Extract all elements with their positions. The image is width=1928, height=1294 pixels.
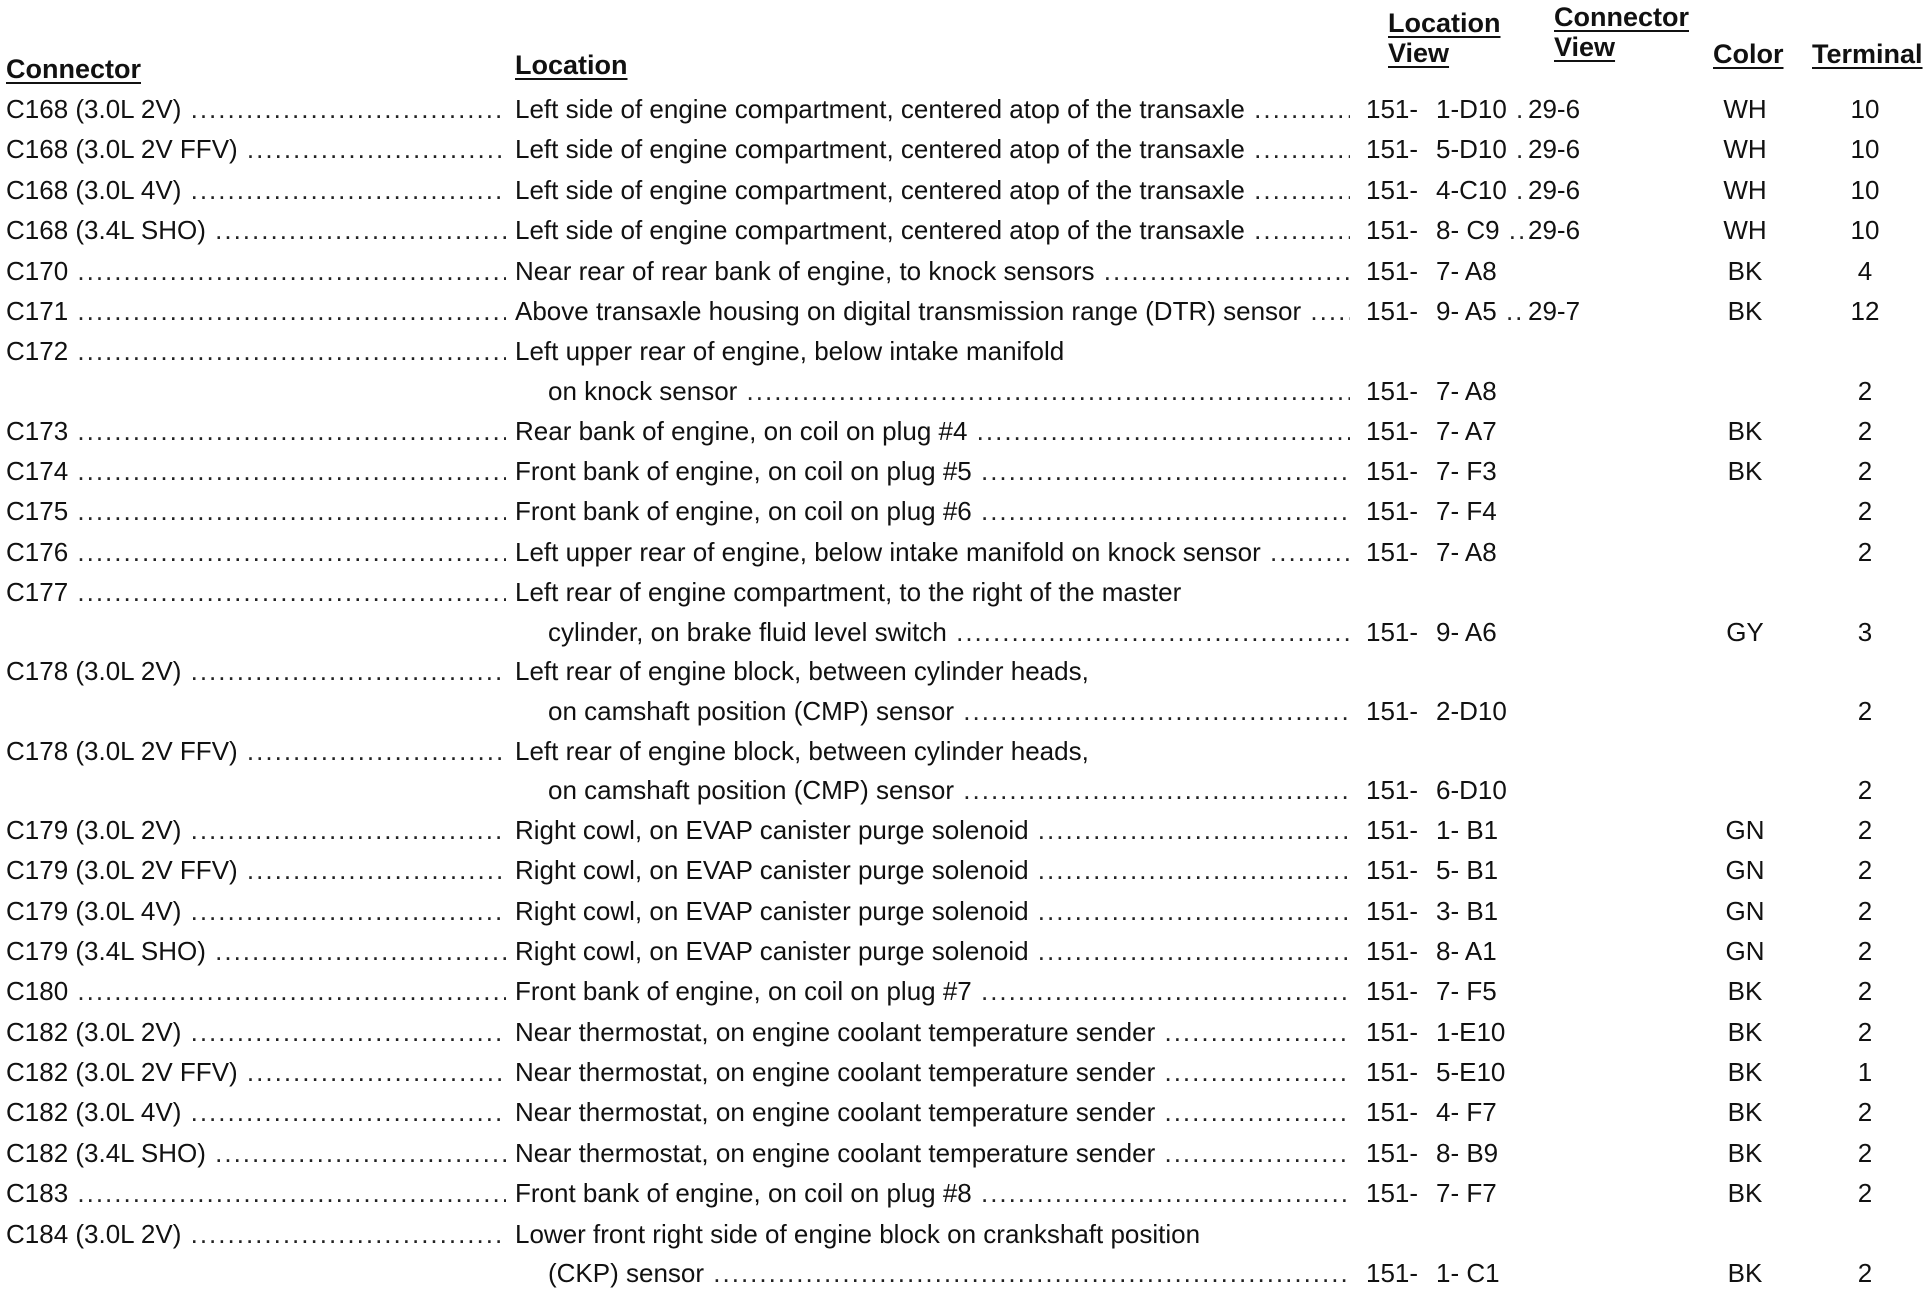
connector-id: C180 ..... [6, 972, 506, 1011]
table-row [0, 1215, 1928, 1294]
connector-id: C178 (3.0L 2V FFV) ..... [6, 732, 506, 771]
table-row [0, 412, 1928, 452]
table-row [0, 732, 1928, 811]
terminal-count: 2 [1857, 855, 1873, 886]
location-text: Near rear of rear bank of engine, to knock sensors ..... [515, 252, 1350, 291]
connector-id: C171 ..... [6, 292, 506, 331]
location-view-page: 151- [1366, 536, 1419, 567]
header-terminal: Terminal [1812, 39, 1923, 69]
location-view-cell: 8- C9 ..... [1436, 211, 1526, 250]
table-row [0, 1134, 1928, 1174]
wire-color: BK [1727, 1137, 1763, 1168]
location-view-page: 151- [1366, 895, 1419, 926]
location-view-page: 151- [1366, 174, 1419, 205]
wire-color: WH [1723, 134, 1767, 165]
table-row [0, 171, 1928, 211]
connector-id: C179 (3.0L 2V FFV) ..... [6, 851, 506, 890]
connector-id: C168 (3.0L 4V) ..... [6, 171, 506, 210]
location-text-continued: on knock sensor ..... [548, 372, 1350, 411]
location-view-cell: 5-D10 ..... [1436, 130, 1526, 169]
location-text: Right cowl, on EVAP canister purge solenoid ..... [515, 851, 1350, 890]
location-text: Front bank of engine, on coil on plug #5 ..... [515, 452, 1350, 491]
wire-color: BK [1727, 1178, 1763, 1209]
header-connector-view-line1: Connector [1554, 2, 1689, 32]
location-text-continued: cylinder, on brake fluid level switch ..... [548, 613, 1350, 652]
connector-id: C168 (3.0L 2V FFV) ..... [6, 130, 506, 169]
location-text: Left rear of engine block, between cylinder heads, [515, 656, 1089, 687]
wire-color: WH [1723, 94, 1767, 124]
location-view-cell: 7- A8 [1436, 375, 1497, 406]
header-connector-view [1554, 2, 1689, 62]
terminal-count: 2 [1857, 695, 1873, 726]
location-view-cell: 5- B1 [1436, 855, 1499, 886]
location-text-continued: on camshaft position (CMP) sensor ..... [548, 771, 1350, 810]
header-location-view-line1: Location [1388, 8, 1501, 38]
table-row [0, 533, 1928, 573]
table-row [0, 332, 1928, 411]
location-view-page: 151- [1366, 295, 1419, 326]
connector-id: C172 ..... [6, 332, 506, 371]
header-connector: Connector [6, 54, 141, 84]
terminal-count: 10 [1850, 174, 1880, 205]
location-view-cell: 7- F5 [1436, 976, 1497, 1007]
header-color: Color [1713, 39, 1784, 69]
connector-id: C179 (3.0L 4V) ..... [6, 892, 506, 931]
location-text: Right cowl, on EVAP canister purge solenoid ..... [515, 811, 1350, 850]
connector-id: C179 (3.4L SHO) ..... [6, 932, 506, 971]
terminal-count: 1 [1857, 1057, 1873, 1088]
connector-id: C168 (3.0L 2V) ..... [6, 90, 506, 129]
header-location-view [1388, 8, 1501, 68]
connector-id: C179 (3.0L 2V) ..... [6, 811, 506, 850]
location-view-page: 151- [1366, 855, 1419, 886]
location-text: Left rear of engine compartment, to the right of the master [515, 577, 1182, 608]
terminal-count: 2 [1857, 1137, 1873, 1168]
location-view-page: 151- [1366, 415, 1419, 446]
wire-color: BK [1727, 1016, 1763, 1047]
terminal-count: 2 [1857, 455, 1873, 486]
location-text-continued: (CKP) sensor ..... [548, 1254, 1350, 1293]
connector-id: C177 ..... [6, 573, 506, 612]
terminal-count: 2 [1857, 415, 1873, 446]
location-view-page: 151- [1366, 1137, 1419, 1168]
location-view-cell: 8- B9 [1436, 1137, 1499, 1168]
location-view-page: 151- [1366, 455, 1419, 486]
wire-color: BK [1727, 1258, 1763, 1289]
location-view-page: 151- [1366, 496, 1419, 527]
connector-id: C170 ..... [6, 252, 506, 291]
location-text-continued: on camshaft position (CMP) sensor ..... [548, 692, 1350, 731]
terminal-count: 4 [1857, 255, 1873, 286]
table-row [0, 972, 1928, 1012]
location-view-cell: 1- C1 [1436, 1258, 1500, 1289]
wire-color: BK [1727, 1097, 1763, 1128]
connector-view: 29-6 [1528, 94, 1581, 124]
table-row [0, 252, 1928, 292]
header-connector-view-line2: View [1554, 32, 1616, 62]
terminal-count: 2 [1857, 375, 1873, 406]
terminal-count: 2 [1857, 496, 1873, 527]
connector-id: C184 (3.0L 2V) ..... [6, 1215, 506, 1254]
table-row [0, 932, 1928, 972]
terminal-count: 10 [1850, 94, 1880, 124]
location-text: Rear bank of engine, on coil on plug #4 ..... [515, 412, 1350, 451]
location-view-page: 151- [1366, 1016, 1419, 1047]
location-text: Left rear of engine block, between cylinder heads, [515, 735, 1089, 766]
table-row [0, 892, 1928, 932]
location-view-cell: 6-D10 [1436, 775, 1507, 806]
location-view-page: 151- [1366, 976, 1419, 1007]
location-text: Left upper rear of engine, below intake manifold [515, 336, 1065, 367]
location-view-page: 151- [1366, 1258, 1419, 1289]
connector-id: C182 (3.0L 2V) ..... [6, 1013, 506, 1052]
terminal-count: 2 [1857, 775, 1873, 806]
terminal-count: 2 [1857, 536, 1873, 567]
table-row [0, 492, 1928, 532]
terminal-count: 2 [1857, 1258, 1873, 1289]
location-view-cell: 1-E10 [1436, 1016, 1506, 1047]
connector-id: C183 ..... [6, 1174, 506, 1213]
location-view-page: 151- [1366, 1057, 1419, 1088]
table-row [0, 452, 1928, 492]
terminal-count: 12 [1850, 295, 1880, 326]
location-view-cell: 8- A1 [1436, 935, 1497, 966]
terminal-count: 2 [1857, 976, 1873, 1007]
connector-view: 29-6 [1528, 134, 1581, 165]
wire-color: BK [1727, 455, 1763, 486]
connector-id: C175 ..... [6, 492, 506, 531]
location-text: Left upper rear of engine, below intake manifold on knock sensor ..... [515, 533, 1350, 572]
location-view-page: 151- [1366, 134, 1419, 165]
connector-id: C168 (3.4L SHO) ..... [6, 211, 506, 250]
connector-id: C173 ..... [6, 412, 506, 451]
location-view-page: 151- [1366, 1097, 1419, 1128]
location-text: Left side of engine compartment, centered atop of the transaxle ..... [515, 211, 1350, 250]
wire-color: GN [1725, 935, 1765, 966]
table-row [0, 1093, 1928, 1133]
terminal-count: 2 [1857, 1178, 1873, 1209]
terminal-count: 2 [1857, 1097, 1873, 1128]
terminal-count: 2 [1857, 895, 1873, 926]
location-view-page: 151- [1366, 814, 1419, 845]
wire-color: BK [1727, 415, 1763, 446]
table-row [0, 1013, 1928, 1053]
terminal-count: 10 [1850, 215, 1880, 246]
location-view-page: 151- [1366, 215, 1419, 246]
location-text: Front bank of engine, on coil on plug #7 ..... [515, 972, 1350, 1011]
location-view-page: 151- [1366, 695, 1419, 726]
location-view-cell: 1- B1 [1436, 814, 1499, 845]
terminal-count: 2 [1857, 814, 1873, 845]
wire-color: GN [1725, 855, 1765, 886]
location-view-cell: 2-D10 [1436, 695, 1507, 726]
location-text: Above transaxle housing on digital transmission range (DTR) sensor ..... [515, 292, 1350, 331]
connector-view: 29-6 [1528, 174, 1581, 205]
connector-id: C176 ..... [6, 533, 506, 572]
wire-color: GN [1725, 814, 1765, 845]
header-location: Location [515, 50, 628, 80]
location-view-cell: 5-E10 [1436, 1057, 1506, 1088]
table-row [0, 851, 1928, 891]
table-row [0, 652, 1928, 731]
location-text: Left side of engine compartment, centered atop of the transaxle ..... [515, 90, 1350, 129]
location-view-cell: 7- A7 [1436, 415, 1497, 446]
location-view-page: 151- [1366, 94, 1419, 124]
table-row [0, 1053, 1928, 1093]
location-view-cell: 7- F4 [1436, 496, 1497, 527]
connector-id: C182 (3.4L SHO) ..... [6, 1134, 506, 1173]
location-view-cell: 4-C10 ..... [1436, 171, 1526, 210]
wire-color: BK [1727, 1057, 1763, 1088]
location-view-page: 151- [1366, 616, 1419, 647]
location-view-cell: 9- A5 ..... [1436, 292, 1526, 331]
location-text: Right cowl, on EVAP canister purge solenoid ..... [515, 892, 1350, 931]
table-row [0, 90, 1928, 130]
location-view-page: 151- [1366, 775, 1419, 806]
connector-id: C182 (3.0L 2V FFV) ..... [6, 1053, 506, 1092]
location-view-cell: 7- F3 [1436, 455, 1497, 486]
wire-color: BK [1727, 295, 1763, 326]
location-text: Lower front right side of engine block on crankshaft position [515, 1218, 1201, 1249]
location-text: Near thermostat, on engine coolant temperature sender ..... [515, 1134, 1350, 1173]
wire-color: GY [1726, 616, 1764, 647]
location-text: Front bank of engine, on coil on plug #8 ..... [515, 1174, 1350, 1213]
table-row [0, 292, 1928, 332]
location-text: Near thermostat, on engine coolant temperature sender ..... [515, 1013, 1350, 1052]
connector-id: C182 (3.0L 4V) ..... [6, 1093, 506, 1132]
wire-color: WH [1723, 174, 1767, 205]
table-row [0, 211, 1928, 251]
terminal-count: 2 [1857, 935, 1873, 966]
table-row [0, 573, 1928, 652]
connector-id: C178 (3.0L 2V) ..... [6, 652, 506, 691]
location-text: Left side of engine compartment, centered atop of the transaxle ..... [515, 171, 1350, 210]
wire-color: BK [1727, 976, 1763, 1007]
location-view-page: 151- [1366, 935, 1419, 966]
terminal-count: 2 [1857, 1016, 1873, 1047]
connector-id: C174 ..... [6, 452, 506, 491]
location-view-page: 151- [1366, 1178, 1419, 1209]
connector-view: 29-7 [1528, 295, 1581, 326]
table-row [0, 130, 1928, 170]
wire-color: WH [1723, 215, 1767, 246]
terminal-count: 3 [1857, 616, 1873, 647]
table-row [0, 811, 1928, 851]
location-text: Near thermostat, on engine coolant temperature sender ..... [515, 1093, 1350, 1132]
connector-view: 29-6 [1528, 215, 1581, 246]
location-view-page: 151- [1366, 255, 1419, 286]
location-text: Right cowl, on EVAP canister purge solenoid ..... [515, 932, 1350, 971]
wire-color: BK [1727, 255, 1763, 286]
header-location-view-line2: View [1388, 38, 1450, 68]
location-view-cell: 7- A8 [1436, 536, 1497, 567]
table-row [0, 1174, 1928, 1214]
location-view-page: 151- [1366, 375, 1419, 406]
location-view-cell: 4- F7 [1436, 1097, 1497, 1128]
terminal-count: 10 [1850, 134, 1880, 165]
location-view-cell: 1-D10 ..... [1436, 90, 1526, 129]
location-text: Front bank of engine, on coil on plug #6 ..... [515, 492, 1350, 531]
location-text: Near thermostat, on engine coolant temperature sender ..... [515, 1053, 1350, 1092]
location-text: Left side of engine compartment, centered atop of the transaxle ..... [515, 130, 1350, 169]
location-view-cell: 9- A6 [1436, 616, 1497, 647]
location-view-cell: 7- A8 [1436, 255, 1497, 286]
wire-color: GN [1725, 895, 1765, 926]
location-view-cell: 3- B1 [1436, 895, 1499, 926]
location-view-cell: 7- F7 [1436, 1178, 1497, 1209]
